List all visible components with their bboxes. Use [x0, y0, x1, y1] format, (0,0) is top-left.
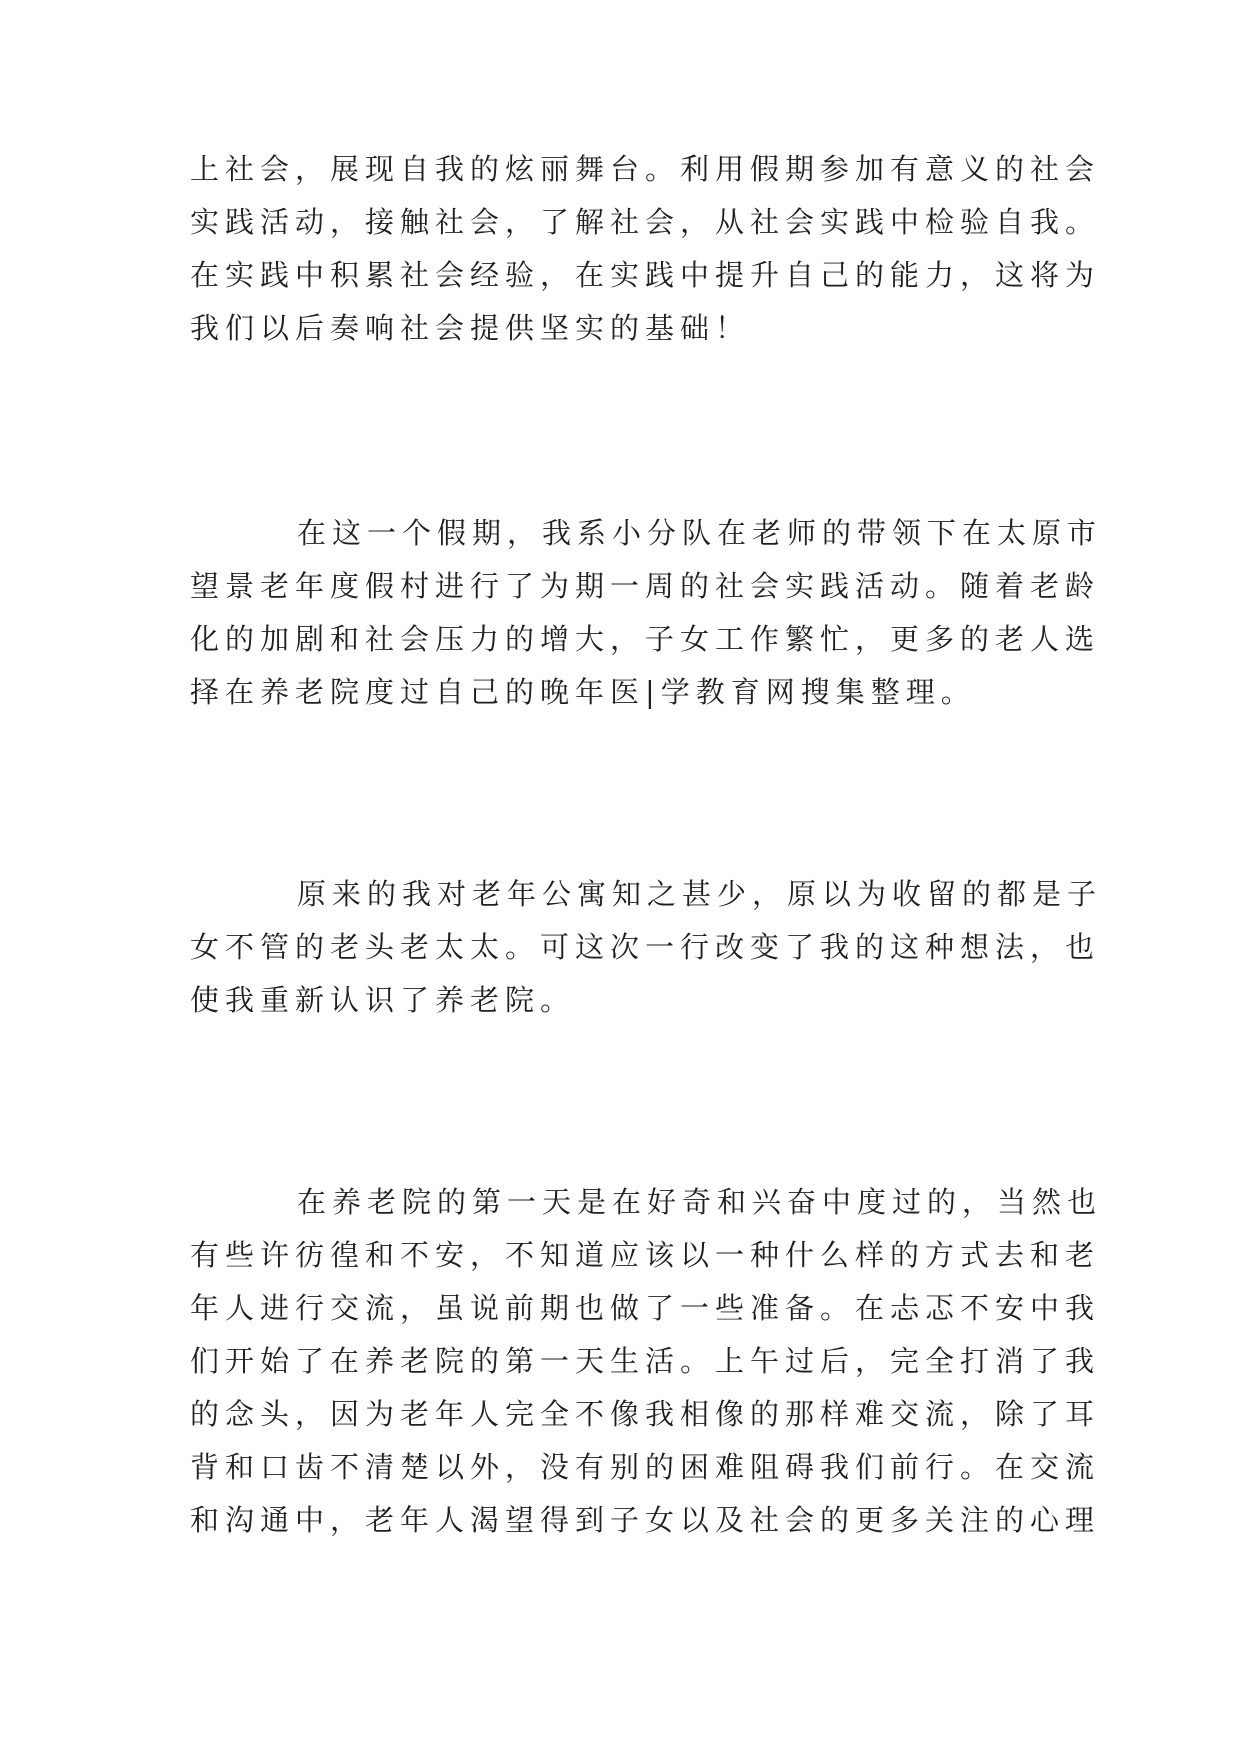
paragraph-1-line-1: 上社会，展现自我的炫丽舞台。利用假期参加有意义的社会 [190, 152, 1101, 186]
paragraph-4-line-6: 背和口齿不清楚以外，没有别的困难阻碍我们前行。在交流 [190, 1450, 1101, 1484]
paragraph-2-line-4: 择在养老院度过自己的晚年医|学教育网搜集整理。 [190, 675, 976, 709]
paragraph-3-line-3: 使我重新认识了养老院。 [190, 983, 576, 1017]
paragraph-2-line-3: 化的加剧和社会压力的增大，子女工作繁忙，更多的老人选 [190, 622, 1101, 656]
paragraph-1-line-2: 实践活动，接触社会，了解社会，从社会实践中检验自我。 [190, 205, 1101, 239]
paragraph-4-line-1: 在养老院的第一天是在好奇和兴奋中度过的，当然也 [297, 1185, 1103, 1219]
paragraph-4-line-2: 有些许彷徨和不安，不知道应该以一种什么样的方式去和老 [190, 1238, 1101, 1272]
paragraph-3-line-1: 原来的我对老年公寓知之甚少，原以为收留的都是子 [297, 877, 1103, 911]
paragraph-1-line-4: 我们以后奏响社会提供坚实的基础！ [190, 311, 751, 345]
paragraph-3-line-2: 女不管的老头老太太。可这次一行改变了我的这种想法，也 [190, 930, 1101, 964]
paragraph-2-line-1: 在这一个假期，我系小分队在老师的带领下在太原市 [297, 516, 1103, 550]
paragraph-4-line-5: 的念头，因为老年人完全不像我相像的那样难交流，除了耳 [190, 1397, 1101, 1431]
paragraph-1-line-3: 在实践中积累社会经验，在实践中提升自己的能力，这将为 [190, 258, 1101, 292]
paragraph-4-line-7: 和沟通中，老年人渴望得到子女以及社会的更多关注的心理 [190, 1503, 1101, 1537]
paragraph-4-line-3: 年人进行交流，虽说前期也做了一些准备。在忐忑不安中我 [190, 1291, 1101, 1325]
paragraph-2-line-2: 望景老年度假村进行了为期一周的社会实践活动。随着老龄 [190, 569, 1101, 603]
paragraph-4-line-4: 们开始了在养老院的第一天生活。上午过后，完全打消了我 [190, 1344, 1101, 1378]
